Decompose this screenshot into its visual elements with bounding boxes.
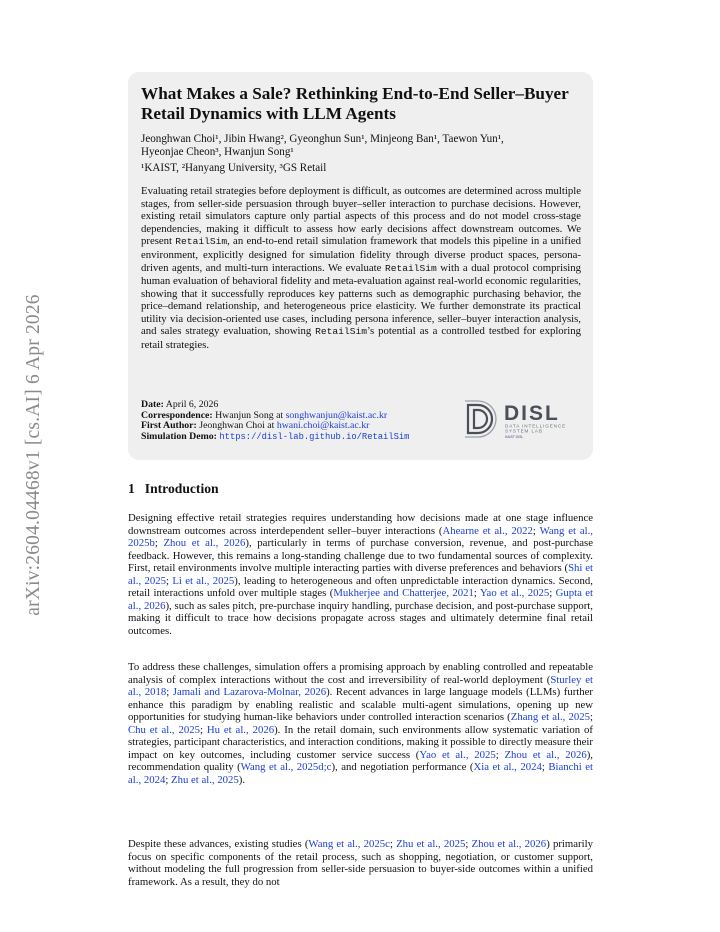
citation-link[interactable]: Zhu et al., 2025: [396, 838, 466, 850]
paragraph-text: ), particularly in terms of purchase conversion, revenue, and post-purchase feedback. However, this remains a long-standing challenge due to two fundamental sources of complexity. First, retail environments involve multiple interacting parties with diverse preferences and behaviors (: [128, 537, 593, 575]
paragraph-text: ). Recent advances in large language models (LLMs) further enhance this paradigm by enabling realistic and scalable multi-agent simulations, opening up new opportunities for studying human-like behaviors under controlled interaction scenarios (: [128, 686, 593, 724]
date-label: Date:: [141, 399, 164, 410]
first-author-name: Jeonghwan Choi at: [199, 420, 275, 432]
demo-line: [141, 432, 409, 443]
correspondence-name: Hwanjun Song at: [215, 409, 284, 421]
paper-title: What Makes a Sale? Rethinking End-to-End Seller–Buyer Retail Dynamics with LLM Agents: [141, 84, 569, 123]
citation-link[interactable]: Chu et al., 2025: [128, 723, 200, 736]
citation-link[interactable]: Xia et al., 2024: [473, 761, 542, 774]
paragraph-text: ).: [238, 773, 246, 786]
abstract-part: with a dual protocol comprising human evaluation of behavioral fidelity and meta-evaluation against real-world economic regularities, showing that it successfully reproduces key patterns such as demographic purchasing behavior, the price–demand relationship, and heterogeneous price elasticity. We further demonstrate its practical utility via decision-oriented use cases, including persona inference, seller–buyer interaction analysis, and sales strategy evaluation, showing: [141, 261, 581, 338]
arxiv-stamp: [14, 270, 54, 640]
demo-label: Simulation Demo:: [141, 430, 217, 442]
disl-logo: [464, 399, 574, 439]
paragraph-text: To address these challenges, simulation offers a promising approach by enabling controlled and repeatable analysis of complex interactions without the cost and irreversibility of real-world deployment (: [128, 661, 593, 686]
date-value: April 6, 2026: [165, 399, 219, 410]
paragraph-text: ), leading to heterogeneous and often unpredictable interaction dynamics. Second, retail interactions unfold over multiple stages (: [128, 574, 593, 600]
paragraph-text: Designing effective retail strategies requires understanding how decisions made at one stage influence downstream outcomes across interdependent seller–buyer interactions (: [128, 512, 593, 537]
paragraph-text: ;: [541, 761, 549, 774]
paragraph-text: ;: [154, 537, 164, 550]
citation-link[interactable]: Wang et al., 2025d;c: [240, 761, 332, 774]
citation-link[interactable]: Yao et al., 2025: [419, 748, 496, 761]
first-author-label: First Author:: [141, 420, 197, 432]
paper-metadata: [141, 400, 409, 442]
citation-link[interactable]: Zhang et al., 2025: [510, 711, 590, 724]
paragraph-text: ;: [389, 838, 397, 850]
section-title: Introduction: [144, 481, 219, 496]
abstract-part: Evaluating retail strategies before deployment is difficult, as outcomes are determined across multiple stages, from seller-side persuasion through buyer–seller interaction to purchase decisions. However, existing retail simulators capture only partial aspects of this process and do not model cross-stage dependencies, making it difficult to assess how early decisions affect downstream outcomes. We present: [141, 185, 581, 248]
intro-paragraph-2: [128, 661, 593, 786]
intro-paragraph-1: [128, 512, 593, 637]
authors-line-1: Jeonghwan Choi¹, Jibin Hwang², Gyeonghun Sun¹, Minjeong Ban¹, Taewon Yun¹,: [141, 133, 504, 145]
citation-link[interactable]: Ahearne et al., 2022: [442, 524, 533, 537]
correspondence-email-link[interactable]: songhwanjun@kaist.ac.kr: [285, 409, 388, 421]
authors-line-2: Hyeonjae Cheon³, Hwanjun Song¹: [141, 146, 294, 159]
section-heading: [128, 481, 219, 497]
paragraph-text: ;: [166, 686, 173, 699]
logo-subtitle-2: SYSTEM LAB: [505, 428, 543, 434]
citation-link[interactable]: Li et al., 2025: [172, 574, 235, 587]
abstract: [141, 185, 581, 351]
citation-link[interactable]: Shi et al., 2025: [128, 562, 593, 587]
paragraph-text: Despite these advances, existing studies (: [128, 838, 309, 850]
citation-link[interactable]: Gupta et al., 2026: [128, 587, 593, 612]
citation-link[interactable]: Yao et al., 2025: [479, 587, 550, 600]
paragraph-text: ) primarily focus on specific components of the retail process, such as shopping, negotiation, or customer support, without modeling the full progression from seller-side persuasion to buyer-side outcomes within a unified framework. As a result, they do not: [128, 838, 593, 888]
abstract-box: [128, 72, 593, 460]
citation-link[interactable]: Zhou et al., 2026: [471, 838, 547, 850]
logo-wordmark: DISL: [504, 402, 560, 425]
affiliations: ¹KAIST, ²Hanyang University, ³GS Retail: [141, 161, 327, 174]
disl-logo-mark-icon: [464, 399, 574, 439]
paragraph-text: ;: [165, 773, 172, 786]
retailsim-name: RetailSim: [175, 236, 228, 248]
paragraph-text: ), recommendation quality (: [128, 748, 593, 774]
citation-link[interactable]: Sturley et al., 2018: [128, 673, 594, 699]
logo-tiny-text: KAIST DISL: [505, 435, 524, 439]
paragraph-text: ;: [473, 587, 480, 600]
paragraph-text: ;: [465, 838, 472, 850]
paragraph-text: ), such as sales pitch, pre-purchase inquiry handling, purchase decision, and post-purchase support, making it difficult to trace how decisions propagate across stages and ultimately determine final retail outcomes.: [128, 599, 593, 637]
abstract-part: ’s potential as a controlled testbed for exploring retail strategies.: [141, 325, 581, 351]
citation-link[interactable]: Zhou et al., 2026: [504, 748, 587, 761]
abstract-part: , an end-to-end retail simulation framework that models this pipeline in a unified environment, explicitly designed for simulation fidelity through diverse product spaces, persona-driven agents, and multi-turn interactions. We evaluate: [141, 235, 581, 274]
correspondence-label: Correspondence:: [141, 409, 213, 421]
retailsim-name: RetailSim: [315, 326, 367, 338]
section-number: 1: [128, 481, 135, 496]
authors: [141, 133, 581, 160]
citation-link[interactable]: Bianchi et al., 2024: [128, 761, 593, 786]
citation-link[interactable]: Zhu et al., 2025: [171, 773, 239, 786]
paragraph-text: ;: [532, 524, 540, 537]
paragraph-text: ;: [590, 711, 593, 724]
paragraph-text: ;: [549, 587, 556, 600]
citation-link[interactable]: Zhou et al., 2026: [163, 537, 246, 550]
paragraph-text: ;: [495, 748, 505, 761]
logo-subtitle-1: DATA INTELLIGENCE: [505, 423, 567, 429]
first-author-email-link[interactable]: hwani.choi@kaist.ac.kr: [276, 420, 370, 432]
citation-link[interactable]: Mukherjee and Chatterjee, 2021: [333, 587, 474, 600]
arxiv-identifier: arXiv:2604.04468v1 [cs.AI] 6 Apr 2026: [23, 294, 44, 616]
citation-link[interactable]: Jamali and Lazarova-Molnar, 2026: [172, 686, 327, 699]
citation-link[interactable]: Hu et al., 2026: [206, 723, 275, 736]
retailsim-name: RetailSim: [384, 262, 437, 274]
paragraph-text: ), and negotiation performance (: [331, 761, 474, 774]
paragraph-text: ). In the retail domain, such environments allow systematic variation of strategies, participant characteristics, and interaction conditions, making it possible to directly measure their impact on key outcomes, including customer service success (: [128, 723, 593, 761]
citation-link[interactable]: Wang et al., 2025b: [128, 524, 593, 550]
paragraph-text: ;: [165, 574, 173, 587]
citation-link[interactable]: Wang et al., 2025c: [308, 838, 390, 850]
paragraph-text: ;: [199, 723, 207, 736]
demo-url-link[interactable]: https://disl-lab.github.io/RetailSim: [219, 431, 410, 442]
intro-paragraph-3: [128, 838, 593, 888]
